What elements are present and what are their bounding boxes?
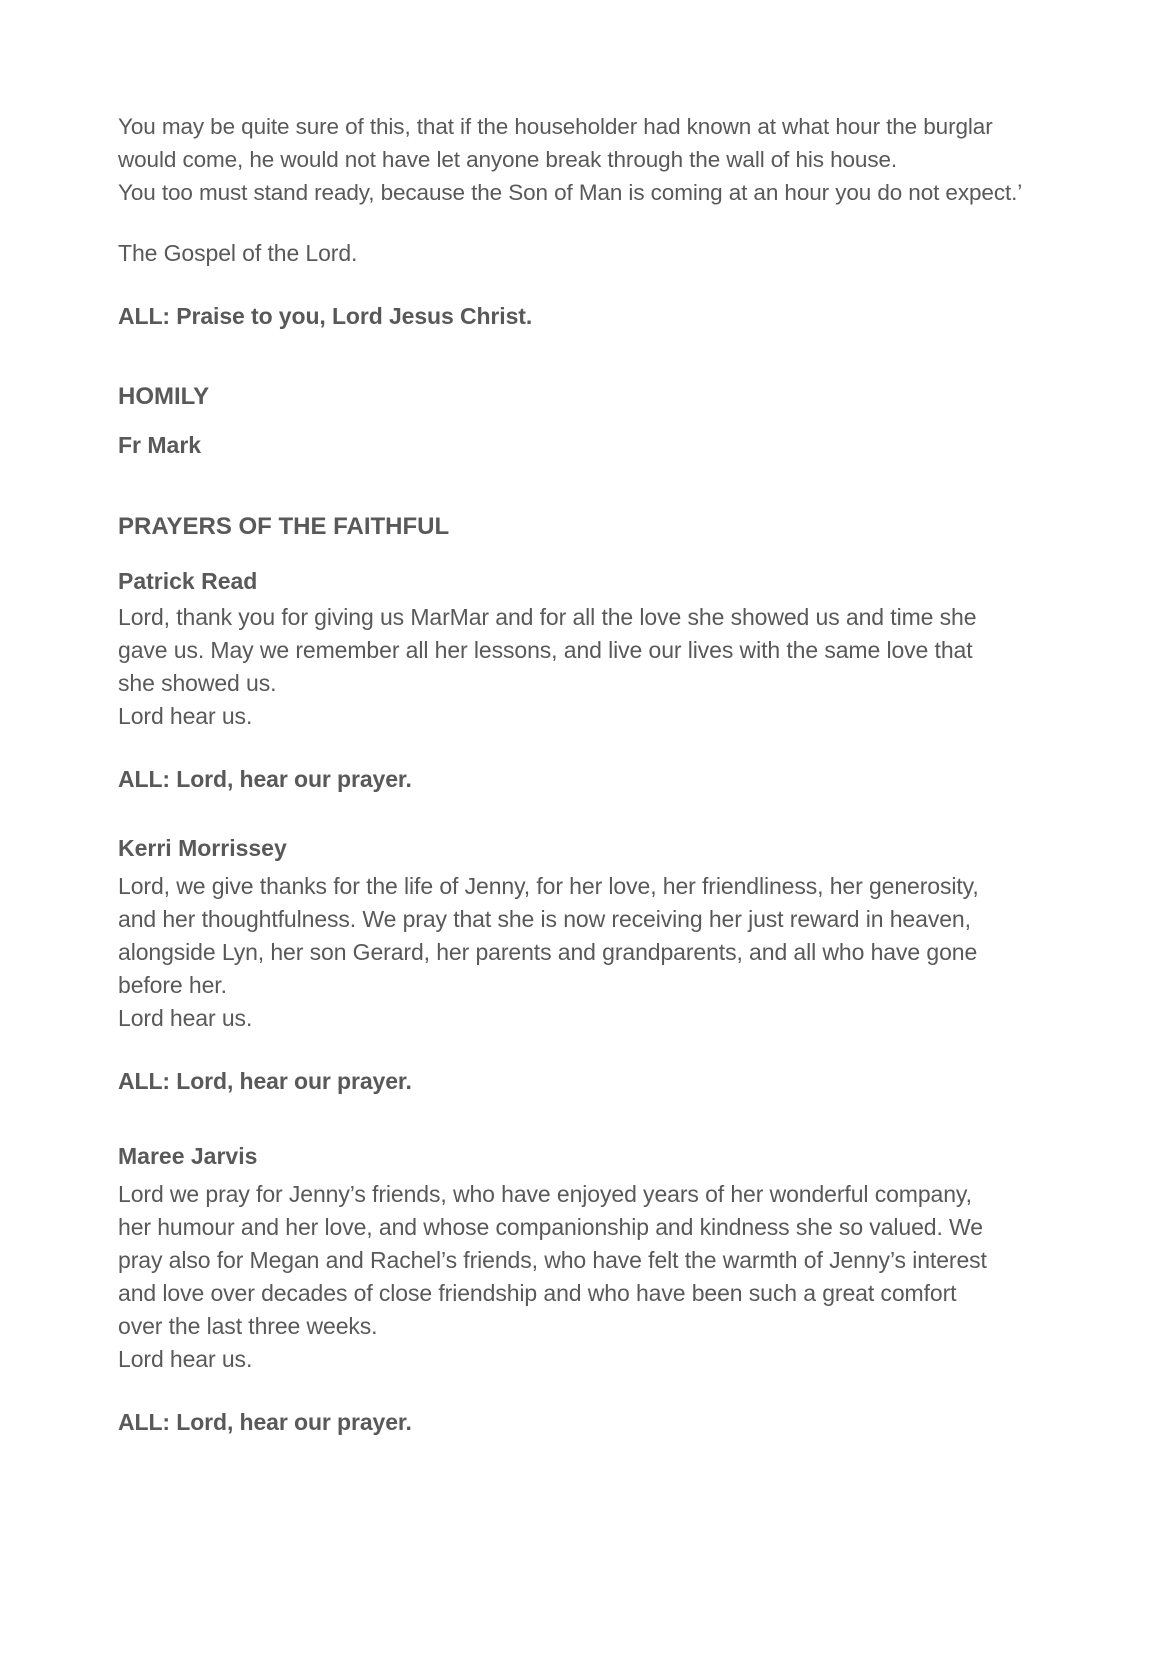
prayer-item (118, 565, 1098, 796)
document-page (118, 110, 1098, 1439)
prayer-item (118, 832, 1098, 1098)
prayer-text (118, 870, 1098, 1035)
prayer-speaker: Patrick Read (118, 568, 258, 594)
prayer-line: gave us. May we remember all her lessons, and live our lives with the same love that (118, 637, 973, 663)
prayer-response: ALL: Lord, hear our prayer. (118, 766, 412, 792)
gospel-line: would come, he would not have let anyone break through the wall of his house. (118, 147, 898, 172)
prayer-text (118, 601, 1098, 733)
gospel-passage (118, 110, 1098, 209)
prayer-response: ALL: Lord, hear our prayer. (118, 1409, 412, 1435)
prayer-line: alongside Lyn, her son Gerard, her parents and grandparents, and all who have gone (118, 939, 978, 965)
prayer-line: her humour and her love, and whose companionship and kindness she so valued. We (118, 1214, 983, 1240)
prayer-line: Lord we pray for Jenny’s friends, who have enjoyed years of her wonderful company, (118, 1181, 972, 1207)
prayer-item (118, 1140, 1098, 1439)
prayer-speaker: Maree Jarvis (118, 1143, 258, 1169)
prayer-line: Lord, we give thanks for the life of Jenny, for her love, her friendliness, her generosity, (118, 873, 979, 899)
gospel-line: You may be quite sure of this, that if the householder had known at what hour the burglar (118, 114, 993, 139)
prayer-line: she showed us. (118, 670, 277, 696)
prayer-line: Lord hear us. (118, 1346, 253, 1372)
gospel-response: ALL: Praise to you, Lord Jesus Christ. (118, 303, 533, 329)
prayer-line: Lord, thank you for giving us MarMar and for all the love she showed us and time she (118, 604, 977, 630)
prayer-line: Lord hear us. (118, 703, 253, 729)
prayer-line: before her. (118, 972, 227, 998)
gospel-line: You too must stand ready, because the Son of Man is coming at an hour you do not expect.’ (118, 180, 1023, 205)
prayer-line: and love over decades of close friendship and who have been such a great comfort (118, 1280, 957, 1306)
prayer-line: and her thoughtfulness. We pray that she is now receiving her just reward in heaven, (118, 906, 971, 932)
gospel-closing: The Gospel of the Lord. (118, 240, 358, 266)
prayer-line: Lord hear us. (118, 1005, 253, 1031)
homily-speaker: Fr Mark (118, 432, 202, 458)
prayer-text (118, 1178, 1098, 1376)
homily-heading: HOMILY (118, 383, 210, 410)
prayer-response: ALL: Lord, hear our prayer. (118, 1068, 412, 1094)
prayer-line: over the last three weeks. (118, 1313, 378, 1339)
prayer-speaker: Kerri Morrissey (118, 835, 287, 861)
prayers-heading: PRAYERS OF THE FAITHFUL (118, 513, 450, 540)
prayer-line: pray also for Megan and Rachel’s friends, who have felt the warmth of Jenny’s interest (118, 1247, 987, 1273)
